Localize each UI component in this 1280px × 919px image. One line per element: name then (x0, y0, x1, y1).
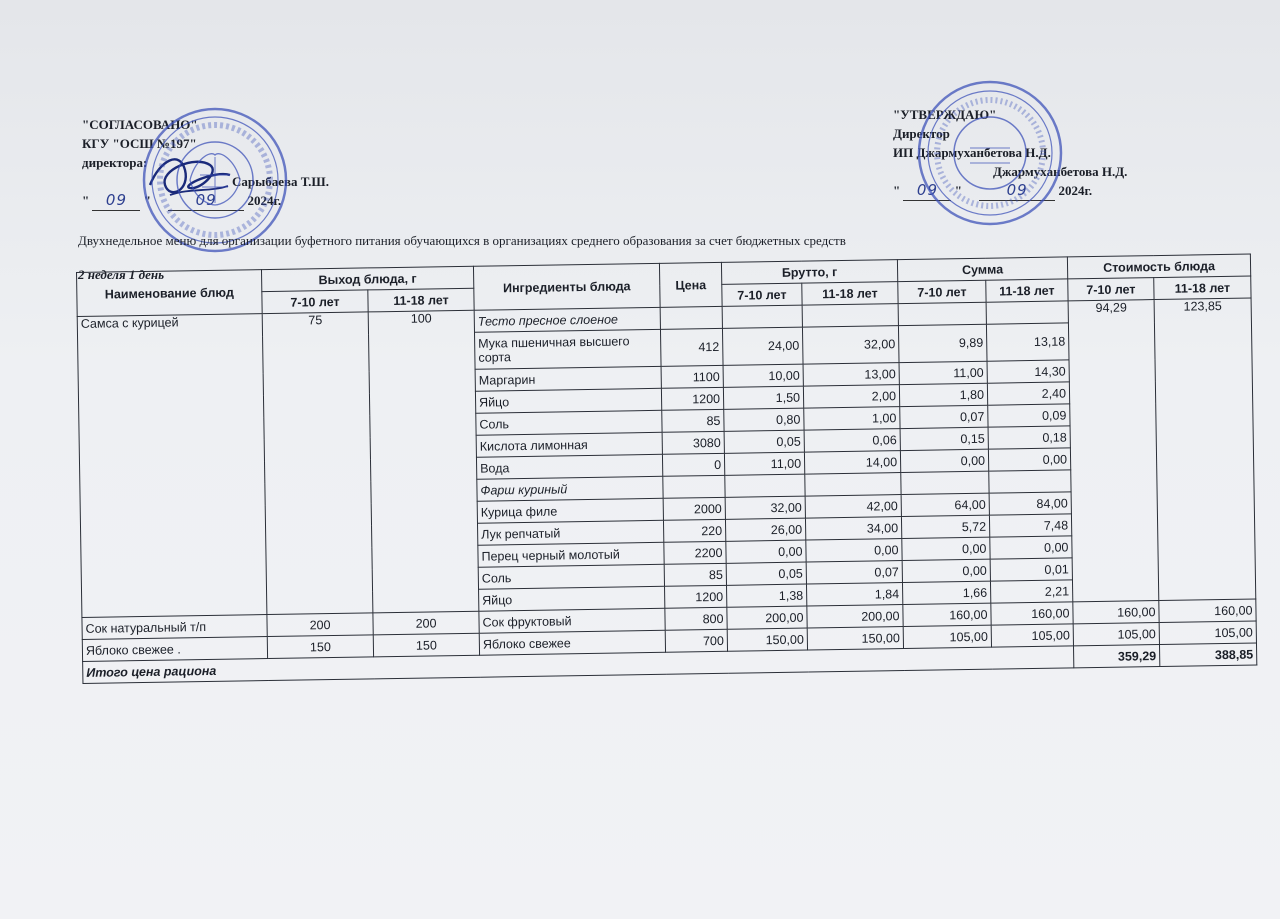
ingredient-name: Соль (476, 410, 662, 435)
dish-output-age1: 200 (267, 613, 373, 637)
gross-age2: 0,06 (804, 429, 900, 453)
approval-right-day: 09 (916, 181, 939, 199)
sum-age2: 2,40 (987, 382, 1069, 405)
dish-name: Сок натуральный т/п (82, 615, 267, 640)
sum-age2: 0,09 (988, 404, 1070, 427)
gross-age1: 0,80 (724, 408, 804, 431)
dish-cost-age2: 105,00 (1159, 621, 1256, 645)
round-stamp-right (915, 78, 1065, 228)
gross-age2: 13,00 (803, 363, 899, 387)
sum-age1 (898, 302, 986, 325)
sum-age2: 2,21 (990, 580, 1072, 603)
subheader-sum-age1: 7-10 лет (898, 280, 986, 303)
approval-left-org: КГУ "ОСШ №197" (82, 136, 197, 151)
ingredient-name: Кислота лимонная (476, 432, 662, 457)
gross-age1: 0,05 (724, 430, 804, 453)
subheader-gross-age1: 7-10 лет (722, 283, 802, 306)
sum-age1: 0,00 (902, 537, 990, 560)
sum-age2: 0,00 (990, 536, 1072, 559)
approval-right-heading: "УТВЕРЖДАЮ" (893, 107, 997, 122)
gross-age1: 10,00 (723, 364, 803, 387)
sum-age2: 13,18 (986, 323, 1069, 361)
sum-age2: 0,00 (988, 448, 1070, 471)
gross-age2: 34,00 (805, 517, 901, 541)
gross-age1 (725, 474, 805, 497)
ingredient-name: Соль (478, 564, 664, 589)
gross-age1: 200,00 (727, 606, 807, 629)
approval-left-role: директора: (82, 155, 148, 170)
dish-cost-age1: 94,29 (1068, 300, 1159, 602)
approval-left-month: 09 (195, 191, 217, 209)
gross-age2: 32,00 (802, 326, 899, 365)
dish-cost-age2: 160,00 (1159, 599, 1256, 623)
menu-table-wrapper (76, 254, 1257, 684)
sum-age1: 11,00 (899, 361, 987, 384)
header-dish: Наименование блюд (77, 270, 263, 317)
ingredient-name: Тесто пресное слоеное (474, 307, 660, 332)
approval-left-date: " 09 " 09 2024г. (82, 191, 282, 209)
header-output: Выход блюда, г (261, 266, 473, 291)
ingredient-name: Яйцо (479, 586, 665, 611)
dish-cost-age1: 105,00 (1073, 623, 1159, 646)
ingredient-name: Мука пшеничная высшего сорта (474, 329, 661, 369)
header-gross: Брутто, г (721, 260, 897, 285)
ingredient-price: 85 (662, 409, 724, 432)
gross-age2: 1,84 (806, 583, 902, 607)
gross-age1: 24,00 (722, 327, 803, 365)
ingredient-price: 1200 (661, 387, 723, 410)
sum-age1: 1,66 (902, 581, 990, 604)
ingredient-price (660, 306, 722, 329)
sum-age2: 105,00 (991, 624, 1073, 647)
ingredient-name: Курица филе (477, 498, 663, 523)
subheader-cost-age2: 11-18 лет (1154, 276, 1251, 300)
total-age1: 359,29 (1073, 645, 1159, 668)
gross-age2: 0,07 (806, 561, 902, 585)
sum-age1: 160,00 (903, 603, 991, 626)
gross-age2: 14,00 (804, 451, 900, 475)
dish-output-age1: 150 (267, 635, 373, 659)
ingredient-name: Яйцо (475, 388, 661, 413)
ingredient-name: Яблоко свежее (479, 630, 665, 655)
sum-age1: 9,89 (898, 324, 987, 362)
dish-cost-age2: 123,85 (1154, 298, 1256, 600)
gross-age1: 11,00 (724, 452, 804, 475)
menu-table (76, 254, 1257, 684)
dish-cost-age1: 160,00 (1073, 601, 1159, 624)
ingredient-name: Фарш куриный (477, 476, 663, 501)
approval-right-date: " 09 " 09 2024г. (893, 181, 1093, 199)
gross-age1: 0,00 (726, 540, 806, 563)
ingredient-name: Маргарин (475, 366, 661, 391)
ingredient-price: 3080 (662, 431, 724, 454)
dish-output-age2: 100 (368, 310, 479, 613)
sum-age1 (901, 471, 989, 494)
ingredient-name: Вода (476, 454, 662, 479)
total-label: Итого цена рациона (83, 646, 1074, 684)
gross-age1 (722, 305, 802, 328)
ingredient-price: 1200 (665, 585, 727, 608)
dish-output-age2: 150 (373, 633, 479, 657)
sum-age1: 0,00 (902, 559, 990, 582)
approval-right-org: ИП Джармуханбетова Н.Д. (893, 145, 1051, 160)
sum-age2 (986, 301, 1068, 324)
ingredient-price (663, 475, 725, 498)
sum-age2: 7,48 (989, 514, 1071, 537)
sum-age1: 0,07 (900, 405, 988, 428)
subheader-output-age2: 11-18 лет (368, 288, 474, 312)
ingredient-price: 800 (665, 607, 727, 630)
subheader-sum-age2: 11-18 лет (986, 279, 1068, 302)
sum-age2: 14,30 (987, 360, 1069, 383)
dish-name: Самса с курицей (77, 314, 267, 618)
approval-left-heading: "СОГЛАСОВАНО" (82, 117, 198, 132)
header-ingredients: Ингредиенты блюда (473, 263, 660, 310)
gross-age1: 150,00 (727, 628, 807, 651)
header-price: Цена (659, 262, 722, 307)
gross-age1: 0,05 (726, 562, 806, 585)
dish-output-age2: 200 (373, 611, 479, 635)
gross-age2: 200,00 (807, 605, 903, 629)
ingredient-price: 700 (665, 629, 727, 652)
gross-age1: 1,38 (727, 584, 807, 607)
week-day-label: 2 неделя 1 день (78, 267, 165, 282)
approval-right-role: Директор (893, 126, 950, 141)
sum-age2 (989, 470, 1071, 493)
dish-name: Яблоко свежее . (82, 637, 267, 662)
gross-age2: 1,00 (804, 407, 900, 431)
sum-age2: 0,18 (988, 426, 1070, 449)
gross-age2: 0,00 (806, 539, 902, 563)
ingredient-name: Лук репчатый (477, 520, 663, 545)
sum-age2: 160,00 (991, 602, 1073, 625)
ingredient-price: 2200 (664, 541, 726, 564)
approval-left-year: 2024г. (247, 193, 282, 208)
sum-age1: 5,72 (901, 515, 989, 538)
subheader-cost-age1: 7-10 лет (1068, 278, 1154, 301)
ingredient-price: 85 (664, 563, 726, 586)
sum-age1: 105,00 (903, 625, 991, 648)
approval-right-month: 09 (1006, 181, 1028, 199)
header-cost: Стоимость блюда (1067, 254, 1250, 279)
ingredient-price: 2000 (663, 497, 725, 520)
sum-age1: 0,15 (900, 427, 988, 450)
sum-age1: 64,00 (901, 493, 989, 516)
total-age2: 388,85 (1159, 643, 1256, 667)
gross-age2: 150,00 (807, 627, 903, 651)
header-sum: Сумма (897, 257, 1067, 282)
approval-left-day: 09 (105, 191, 128, 209)
gross-age2 (802, 304, 898, 328)
dish-output-age1: 75 (262, 312, 373, 615)
ingredient-name: Сок фруктовый (479, 608, 665, 633)
approval-right-name: Джармуханбетова Н.Д. (993, 164, 1128, 179)
subheader-output-age1: 7-10 лет (262, 290, 368, 314)
gross-age2 (805, 473, 901, 497)
ingredient-name: Перец черный молотый (478, 542, 664, 567)
sum-age2: 84,00 (989, 492, 1071, 515)
sum-age1: 0,00 (900, 449, 988, 472)
menu-subtitle: Двухнедельное меню для организации буфетного питания обучающихся в организациях среднего образования за счет бюджетных средств (78, 233, 846, 248)
ingredient-price: 220 (663, 519, 725, 542)
approval-left-name: Сарыбаева Т.Ш. (232, 174, 329, 189)
gross-age1: 1,50 (723, 386, 803, 409)
sum-age2: 0,01 (990, 558, 1072, 581)
gross-age1: 26,00 (725, 518, 805, 541)
approval-right-year: 2024г. (1058, 183, 1093, 198)
sum-age1: 1,80 (899, 383, 987, 406)
ingredient-price: 1100 (661, 365, 723, 388)
ingredient-price: 0 (662, 453, 724, 476)
ingredient-price: 412 (660, 328, 723, 366)
gross-age2: 42,00 (805, 495, 901, 519)
gross-age2: 2,00 (803, 385, 899, 409)
gross-age1: 32,00 (725, 496, 805, 519)
subheader-gross-age2: 11-18 лет (802, 282, 898, 306)
